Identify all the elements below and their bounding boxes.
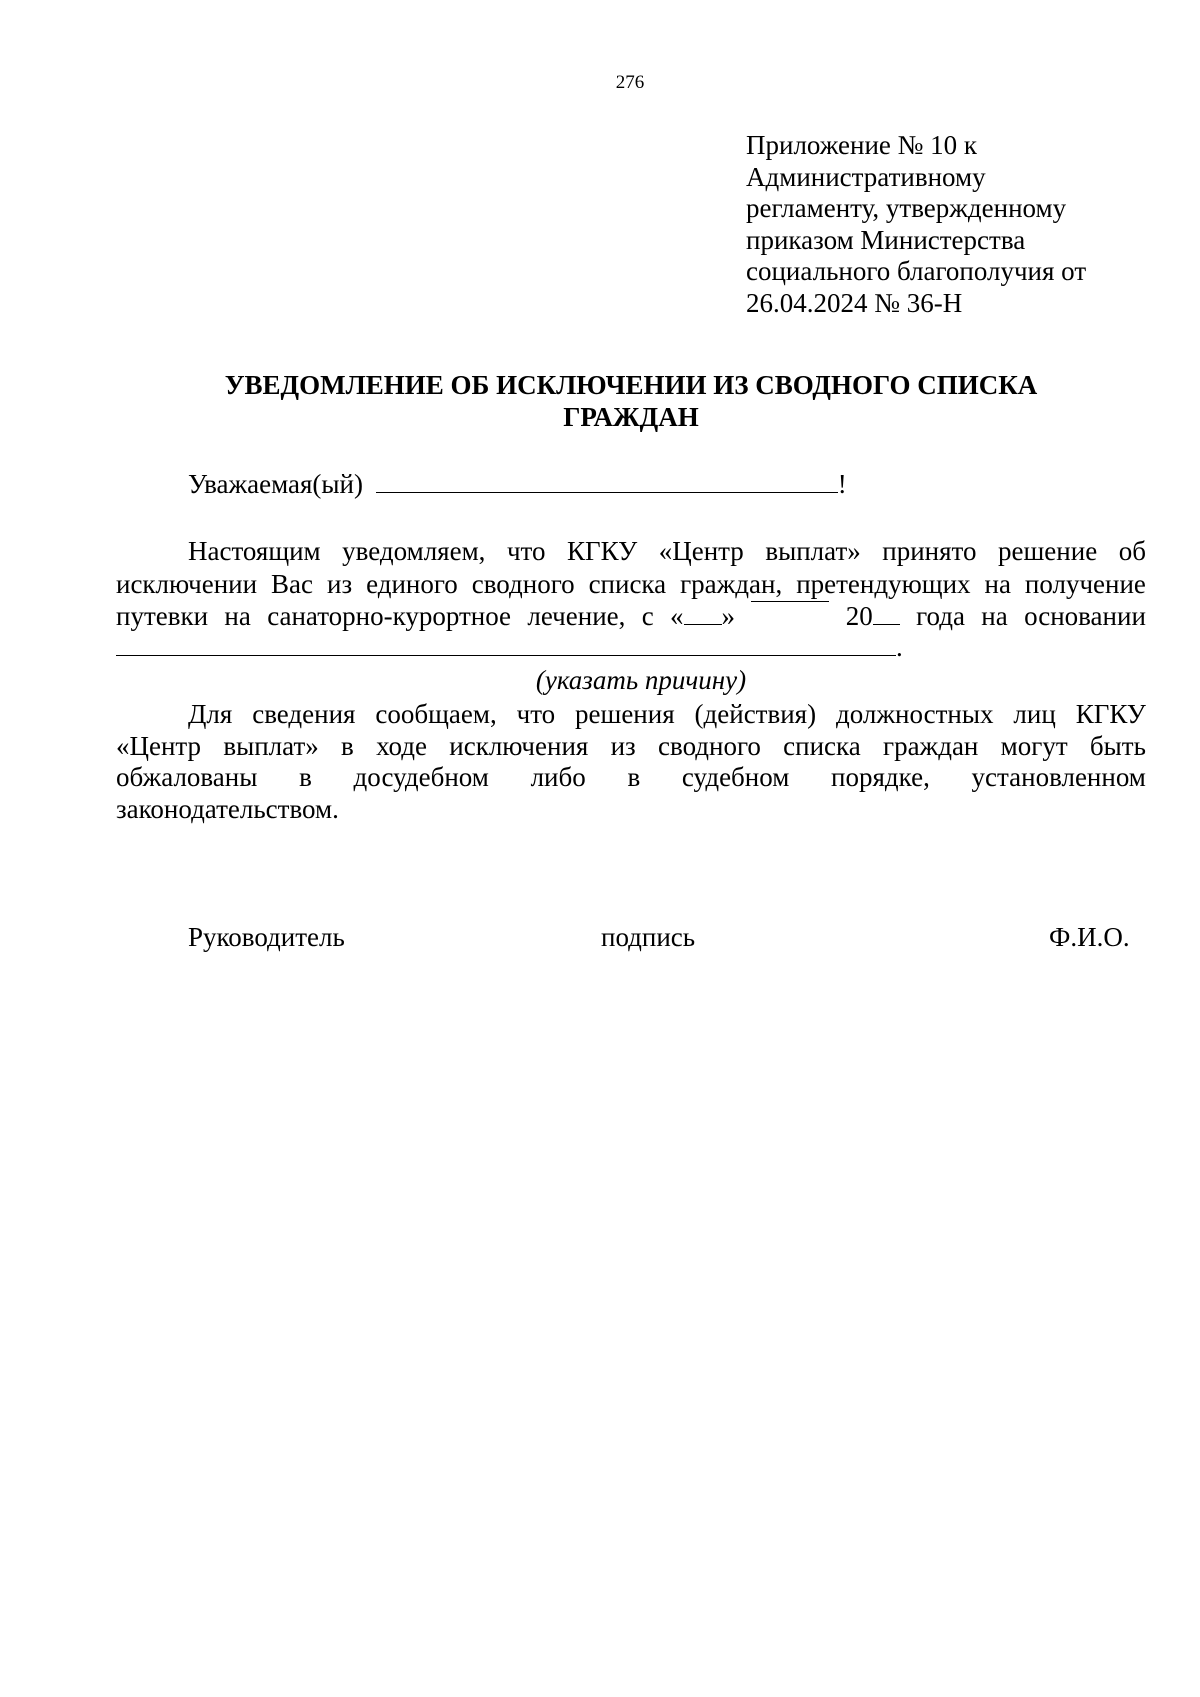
annex-line: Приложение № 10 к — [746, 130, 978, 160]
annex-line: социального благополучия от — [746, 256, 1087, 286]
word: решения — [575, 699, 675, 729]
word: претендующих — [796, 568, 971, 599]
appeal-paragraph — [116, 699, 1146, 825]
word: досудебном — [353, 762, 489, 792]
salutation — [188, 469, 847, 500]
word: из — [610, 730, 636, 761]
year-blank — [873, 623, 900, 625]
day-field — [670, 600, 735, 633]
day-blank — [684, 623, 722, 625]
word: года — [916, 601, 965, 631]
word: на — [224, 601, 251, 631]
notice-line-3 — [116, 600, 1146, 633]
word: лиц — [1013, 699, 1056, 729]
word: законодательством. — [116, 793, 339, 824]
word: сообщаем, — [375, 699, 497, 729]
word: путевки — [116, 601, 209, 631]
appeal-line-2 — [116, 731, 1146, 763]
word: об — [1118, 536, 1146, 566]
month-blank — [751, 600, 829, 602]
reason-blank — [116, 654, 896, 656]
reason-line — [116, 632, 903, 663]
notice-paragraph — [116, 535, 1146, 633]
word: выплат» — [223, 730, 319, 761]
word: принято — [882, 536, 977, 566]
notice-line-2 — [116, 568, 1146, 601]
reason-end: . — [896, 632, 903, 662]
word: исключении — [116, 568, 258, 599]
word: судебном — [681, 762, 790, 792]
document-title-line: УВЕДОМЛЕНИЕ ОБ ИСКЛЮЧЕНИИ ИЗ СВОДНОГО СПИСКА — [224, 370, 1038, 400]
word: основании — [1024, 601, 1146, 631]
word: установленном — [971, 762, 1146, 792]
word: выплат» — [765, 536, 861, 566]
notice-line-1 — [116, 535, 1146, 568]
close-quote: » — [721, 601, 736, 631]
word: в — [299, 762, 312, 792]
open-quote: « — [670, 601, 684, 631]
document-title-line: ГРАЖДАН — [563, 402, 699, 432]
word: граждан, — [680, 568, 783, 599]
word: Вас — [271, 568, 314, 599]
word: КГКУ — [567, 536, 638, 566]
year-field — [846, 600, 900, 633]
word: сводного — [471, 568, 575, 599]
reason-hint: (указать причину) — [535, 665, 747, 695]
word: порядке, — [831, 762, 930, 792]
word: решение — [998, 536, 1098, 566]
word: санаторно-курортное — [267, 601, 512, 631]
word: получение — [1024, 568, 1146, 599]
word: либо — [530, 762, 586, 792]
appeal-line-1 — [116, 699, 1146, 731]
word: быть — [1089, 730, 1146, 761]
document-title — [116, 369, 1146, 433]
word: исключения — [449, 730, 589, 761]
word: в — [627, 762, 641, 792]
word: обжалованы — [116, 762, 258, 792]
word: что — [516, 699, 556, 729]
word: списка — [588, 568, 667, 599]
word: на — [984, 568, 1011, 599]
signature-head: Руководитель — [188, 922, 345, 952]
word: с — [641, 601, 654, 631]
page-number: 276 — [615, 72, 645, 93]
word: граждан — [883, 730, 979, 761]
word: что — [506, 536, 546, 566]
word: сведения — [252, 699, 356, 729]
annex-line: приказом Министерства — [746, 224, 1026, 255]
word: Настоящим — [188, 536, 321, 566]
word: должностных — [836, 699, 994, 729]
word: списка — [783, 730, 861, 761]
word: КГКУ — [1075, 699, 1146, 729]
year-prefix: 20 — [845, 601, 873, 631]
word: из — [327, 568, 353, 599]
word: «Центр — [658, 536, 744, 566]
signature-name: Ф.И.О. — [1049, 922, 1130, 952]
signature-sign: подпись — [601, 922, 696, 952]
word: лечение, — [527, 601, 626, 631]
appeal-line-4 — [116, 794, 1146, 826]
annex-line: регламенту, утвержденному — [746, 193, 1067, 223]
appeal-line-3 — [116, 762, 1146, 794]
word: Для — [188, 699, 233, 729]
word: в — [341, 730, 354, 761]
annex-line: Административному — [746, 161, 986, 192]
word: единого — [366, 568, 458, 599]
recipient-name-blank — [376, 491, 838, 493]
word: ходе — [376, 730, 427, 761]
salutation-prefix: Уважаемая(ый) — [188, 469, 363, 499]
word: сводного — [658, 730, 761, 761]
word: «Центр — [116, 730, 202, 761]
word: уведомляем, — [342, 536, 486, 566]
annex-header — [746, 130, 1166, 319]
word: на — [981, 601, 1008, 631]
salutation-suffix: ! — [837, 469, 847, 499]
annex-line: 26.04.2024 № 36-Н — [746, 287, 963, 318]
word: (действия) — [694, 699, 817, 729]
word: могут — [1000, 730, 1068, 761]
